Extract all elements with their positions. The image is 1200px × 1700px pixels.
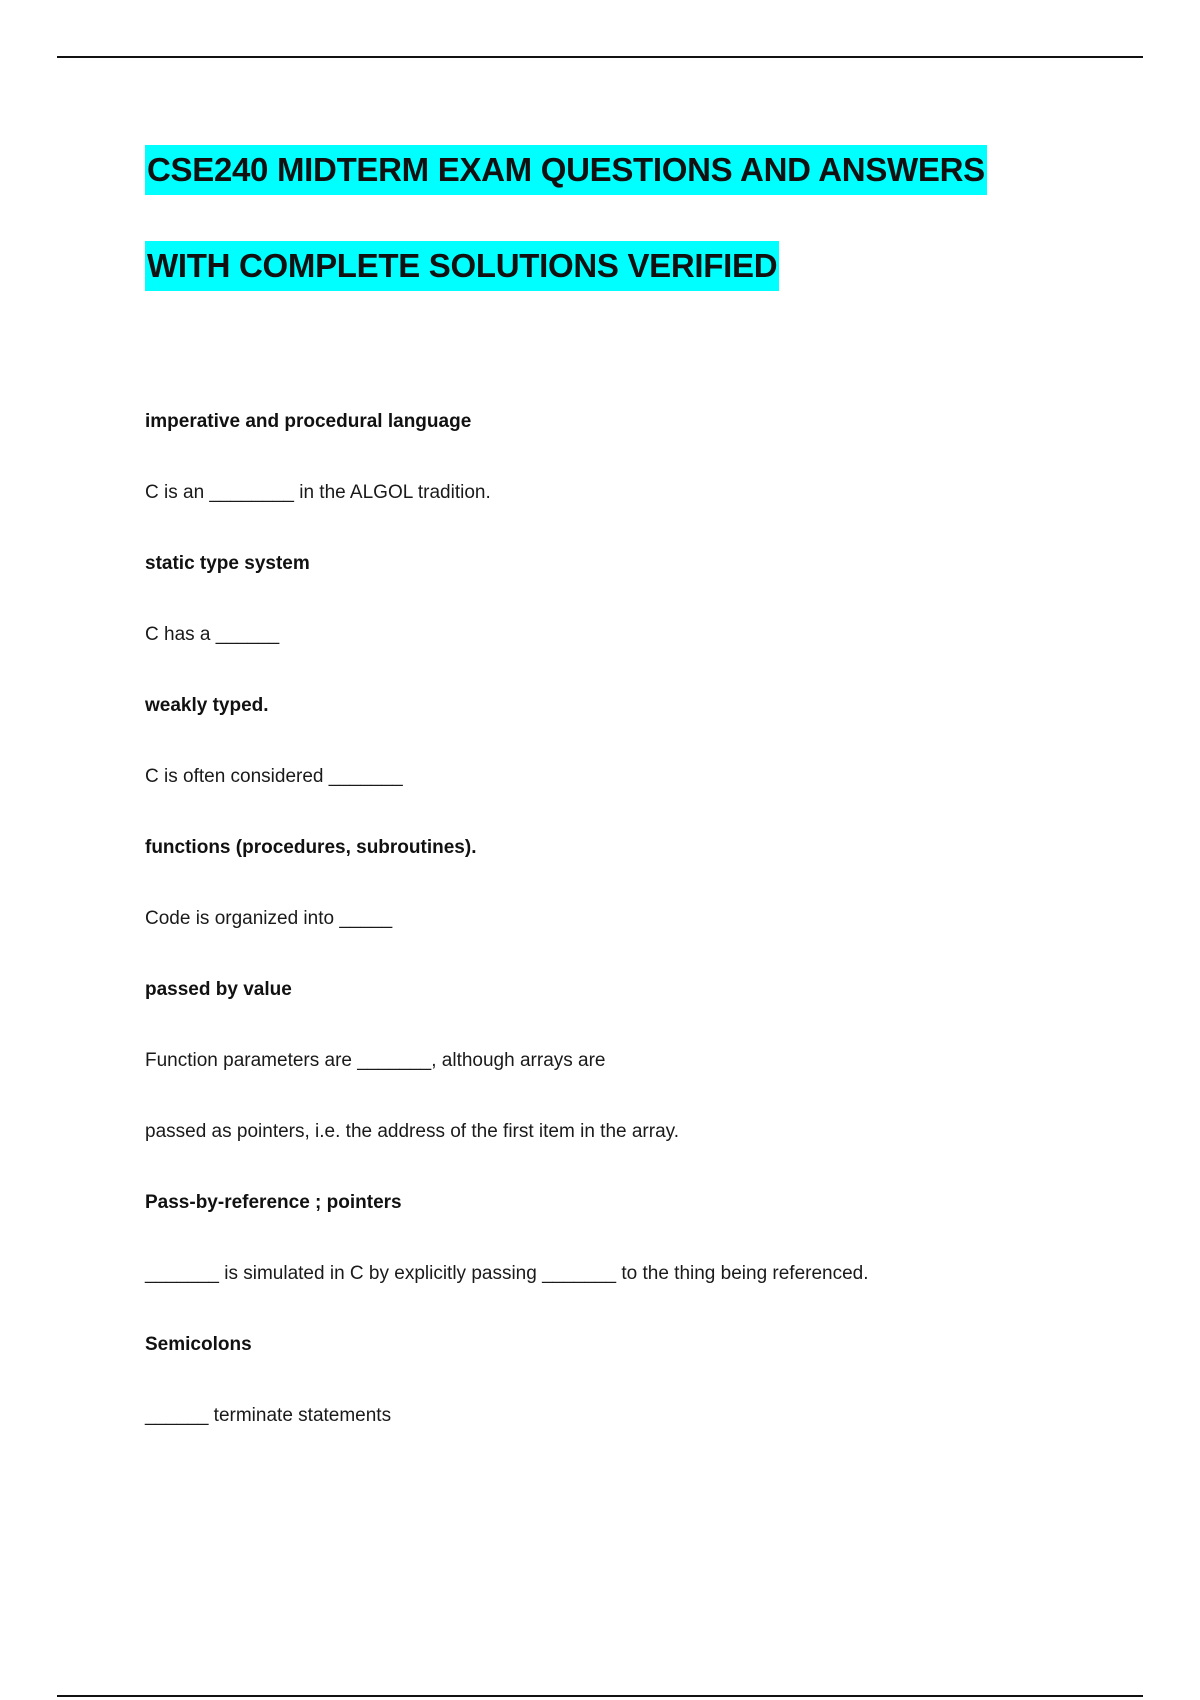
question-text: C is an ________ in the ALGOL tradition. — [145, 482, 491, 503]
question-text: C has a ______ — [145, 624, 280, 645]
qa-item — [145, 976, 1105, 1145]
document-title — [145, 145, 1105, 291]
answer-text: imperative and procedural language — [145, 411, 472, 432]
title-line-1-text: CSE240 MIDTERM EXAM QUESTIONS AND ANSWERS — [145, 145, 987, 195]
question-text: ______ terminate statements — [145, 1405, 392, 1426]
qa-item — [145, 834, 1105, 932]
qa-item — [145, 1331, 1105, 1429]
qa-item — [145, 408, 1105, 506]
answer-text: passed by value — [145, 979, 292, 1000]
title-line-2-text: WITH COMPLETE SOLUTIONS VERIFIED — [145, 241, 779, 291]
top-rule — [57, 56, 1143, 58]
question-text: Code is organized into _____ — [145, 908, 393, 929]
qa-item — [145, 1189, 1105, 1287]
question-text: Function parameters are _______, although arrays are — [145, 1050, 606, 1071]
qa-item — [145, 692, 1105, 790]
answer-text: Pass-by-reference ; pointers — [145, 1192, 402, 1213]
answer-text: Semicolons — [145, 1334, 252, 1355]
answer-text: weakly typed. — [145, 695, 269, 716]
answer-text: static type system — [145, 553, 310, 574]
title-line-2 — [145, 241, 1105, 291]
question-text: _______ is simulated in C by explicitly passing _______ to the thing being referenced. — [145, 1263, 869, 1284]
qa-item — [145, 550, 1105, 648]
qa-list — [145, 408, 1105, 1429]
question-text-continued: passed as pointers, i.e. the address of the first item in the array. — [145, 1121, 680, 1142]
answer-text: functions (procedures, subroutines). — [145, 837, 477, 858]
bottom-rule — [57, 1695, 1143, 1697]
question-text: C is often considered _______ — [145, 766, 403, 787]
title-line-1 — [145, 145, 1105, 195]
